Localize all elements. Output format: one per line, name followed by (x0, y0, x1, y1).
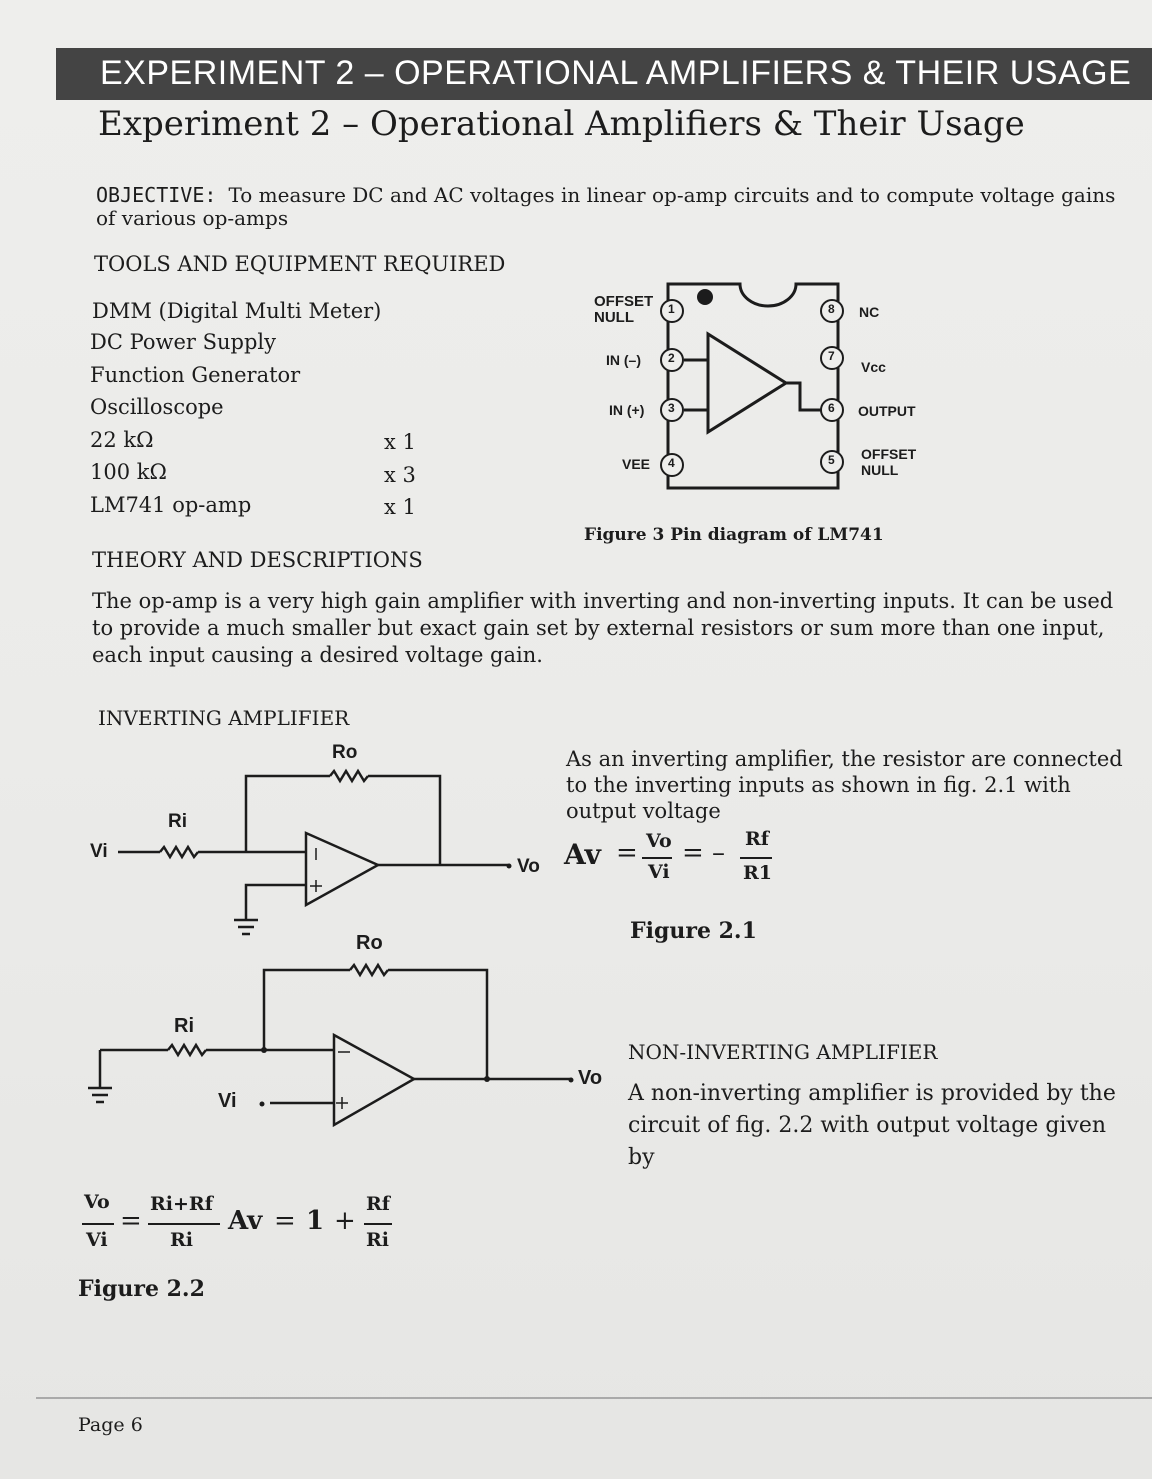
pin-number: 5 (828, 453, 835, 467)
pin-label-offset-null-1: OFFSET NULL (594, 293, 654, 326)
non-inverting-eq-num2: Ri+Rf (150, 1193, 213, 1215)
tool-item: 22 kΩ (90, 428, 154, 452)
theory-heading: THEORY AND DESCRIPTIONS (92, 548, 423, 572)
pin-label-offset-null-5: OFFSET NULL (861, 446, 917, 478)
inverting-vo-label: Vo (517, 856, 540, 877)
eq-equals: = (616, 838, 638, 868)
eq-minus: – (712, 838, 725, 868)
tool-quantity: x 3 (384, 463, 416, 487)
pin-diagram-caption: Figure 3 Pin diagram of LM741 (584, 525, 884, 545)
pin-number: 6 (828, 401, 835, 415)
non-inverting-circuit (88, 965, 570, 1125)
non-inverting-eq-den1: Vi (86, 1229, 108, 1251)
inverting-vi-label: Vi (90, 841, 108, 862)
inverting-eq-den1: Vi (648, 861, 670, 883)
non-inverting-polarity (336, 1052, 350, 1109)
pin-label-nc: NC (859, 304, 880, 320)
pin-number: 3 (668, 401, 675, 415)
pin-circles (661, 300, 843, 476)
pin-number: 7 (828, 349, 835, 363)
objective-label: OBJECTIVE: (96, 183, 229, 207)
non-inverting-eq-num3: Rf (366, 1193, 390, 1215)
non-inverting-eq-num1: Vo (84, 1191, 110, 1213)
tool-item: DC Power Supply (90, 330, 276, 354)
non-inverting-vi-label: Vi (218, 1090, 237, 1112)
eq-plus: + (334, 1206, 356, 1236)
tool-item: 100 kΩ (90, 460, 167, 484)
non-inverting-eq-den2: Ri (170, 1229, 194, 1251)
non-inverting-eq-one: 1 (306, 1206, 325, 1236)
pin-label-vcc: Vcc (861, 359, 886, 375)
inverting-heading: INVERTING AMPLIFIER (98, 706, 350, 730)
tool-quantity: x 1 (384, 430, 416, 454)
page-number: Page 6 (78, 1414, 143, 1436)
inverting-eq-den2: R1 (743, 862, 773, 884)
pin-number: 1 (668, 302, 675, 316)
inverting-eq-lhs: Av (564, 838, 601, 871)
pin-label-output: OUTPUT (858, 403, 916, 419)
figure-2-2-caption: Figure 2.2 (78, 1276, 205, 1302)
figure-2-1-caption: Figure 2.1 (630, 918, 757, 944)
eq-equals: = (682, 838, 704, 868)
tools-heading: TOOLS AND EQUIPMENT REQUIRED (94, 252, 506, 276)
pin-number: 2 (668, 351, 675, 365)
non-inverting-eq-lhs: Av (228, 1206, 263, 1236)
pin-label-in-plus: IN (+) (609, 402, 645, 418)
inverting-description: As an inverting amplifier, the resistor are connected to the inverting inputs as shown in fig. 2.1 with output voltage (566, 747, 1123, 823)
inverting-eq-num2: Rf (745, 828, 769, 850)
tool-quantity: x 1 (384, 495, 416, 519)
pin-label-vee: VEE (622, 456, 651, 472)
inverting-ro-label: Ro (332, 742, 358, 763)
non-inverting-eq-den3: Ri (366, 1229, 390, 1251)
lm741-package (668, 284, 838, 488)
tool-item: Oscilloscope (90, 395, 224, 419)
pin-number: 8 (828, 302, 835, 316)
inverting-eq-num1: Vo (646, 830, 672, 852)
footer-divider (36, 1397, 1152, 1399)
non-inverting-ro-label: Ro (356, 932, 383, 954)
eq-equals: = (274, 1206, 296, 1236)
objective-text: To measure DC and AC voltages in linear op-amp circuits and to compute voltage gains of various op-amps (96, 183, 1116, 230)
tool-item: DMM (Digital Multi Meter) (92, 299, 382, 323)
theory-paragraph: The op-amp is a very high gain amplifier with inverting and non-inverting inputs. It can be used to provide a much smaller but exact gain set by external resistors or sum more than one input, each input causing a desired voltage gain. (92, 589, 1114, 667)
pin-label-in-minus: IN (–) (606, 352, 641, 368)
pin-number: 4 (668, 456, 675, 470)
non-inverting-description: A non-inverting amplifier is provided by the circuit of fig. 2.2 with output voltage given by (628, 1081, 1116, 1170)
banner-title: EXPERIMENT 2 – OPERATIONAL AMPLIFIERS & THEIR USAGE (100, 54, 1132, 92)
tool-item: LM741 op-amp (90, 493, 252, 517)
inverting-circuit (118, 771, 508, 934)
non-inverting-vo-label: Vo (578, 1067, 603, 1089)
inverting-ri-label: Ri (168, 811, 187, 832)
non-inverting-ri-label: Ri (174, 1015, 194, 1037)
non-inverting-heading: NON-INVERTING AMPLIFIER (628, 1040, 938, 1064)
page-title: Experiment 2 – Operational Amplifiers & Their Usage (98, 104, 1025, 144)
tool-item: Function Generator (90, 363, 301, 387)
inverting-polarity (310, 848, 322, 892)
eq-equals: = (120, 1206, 142, 1236)
